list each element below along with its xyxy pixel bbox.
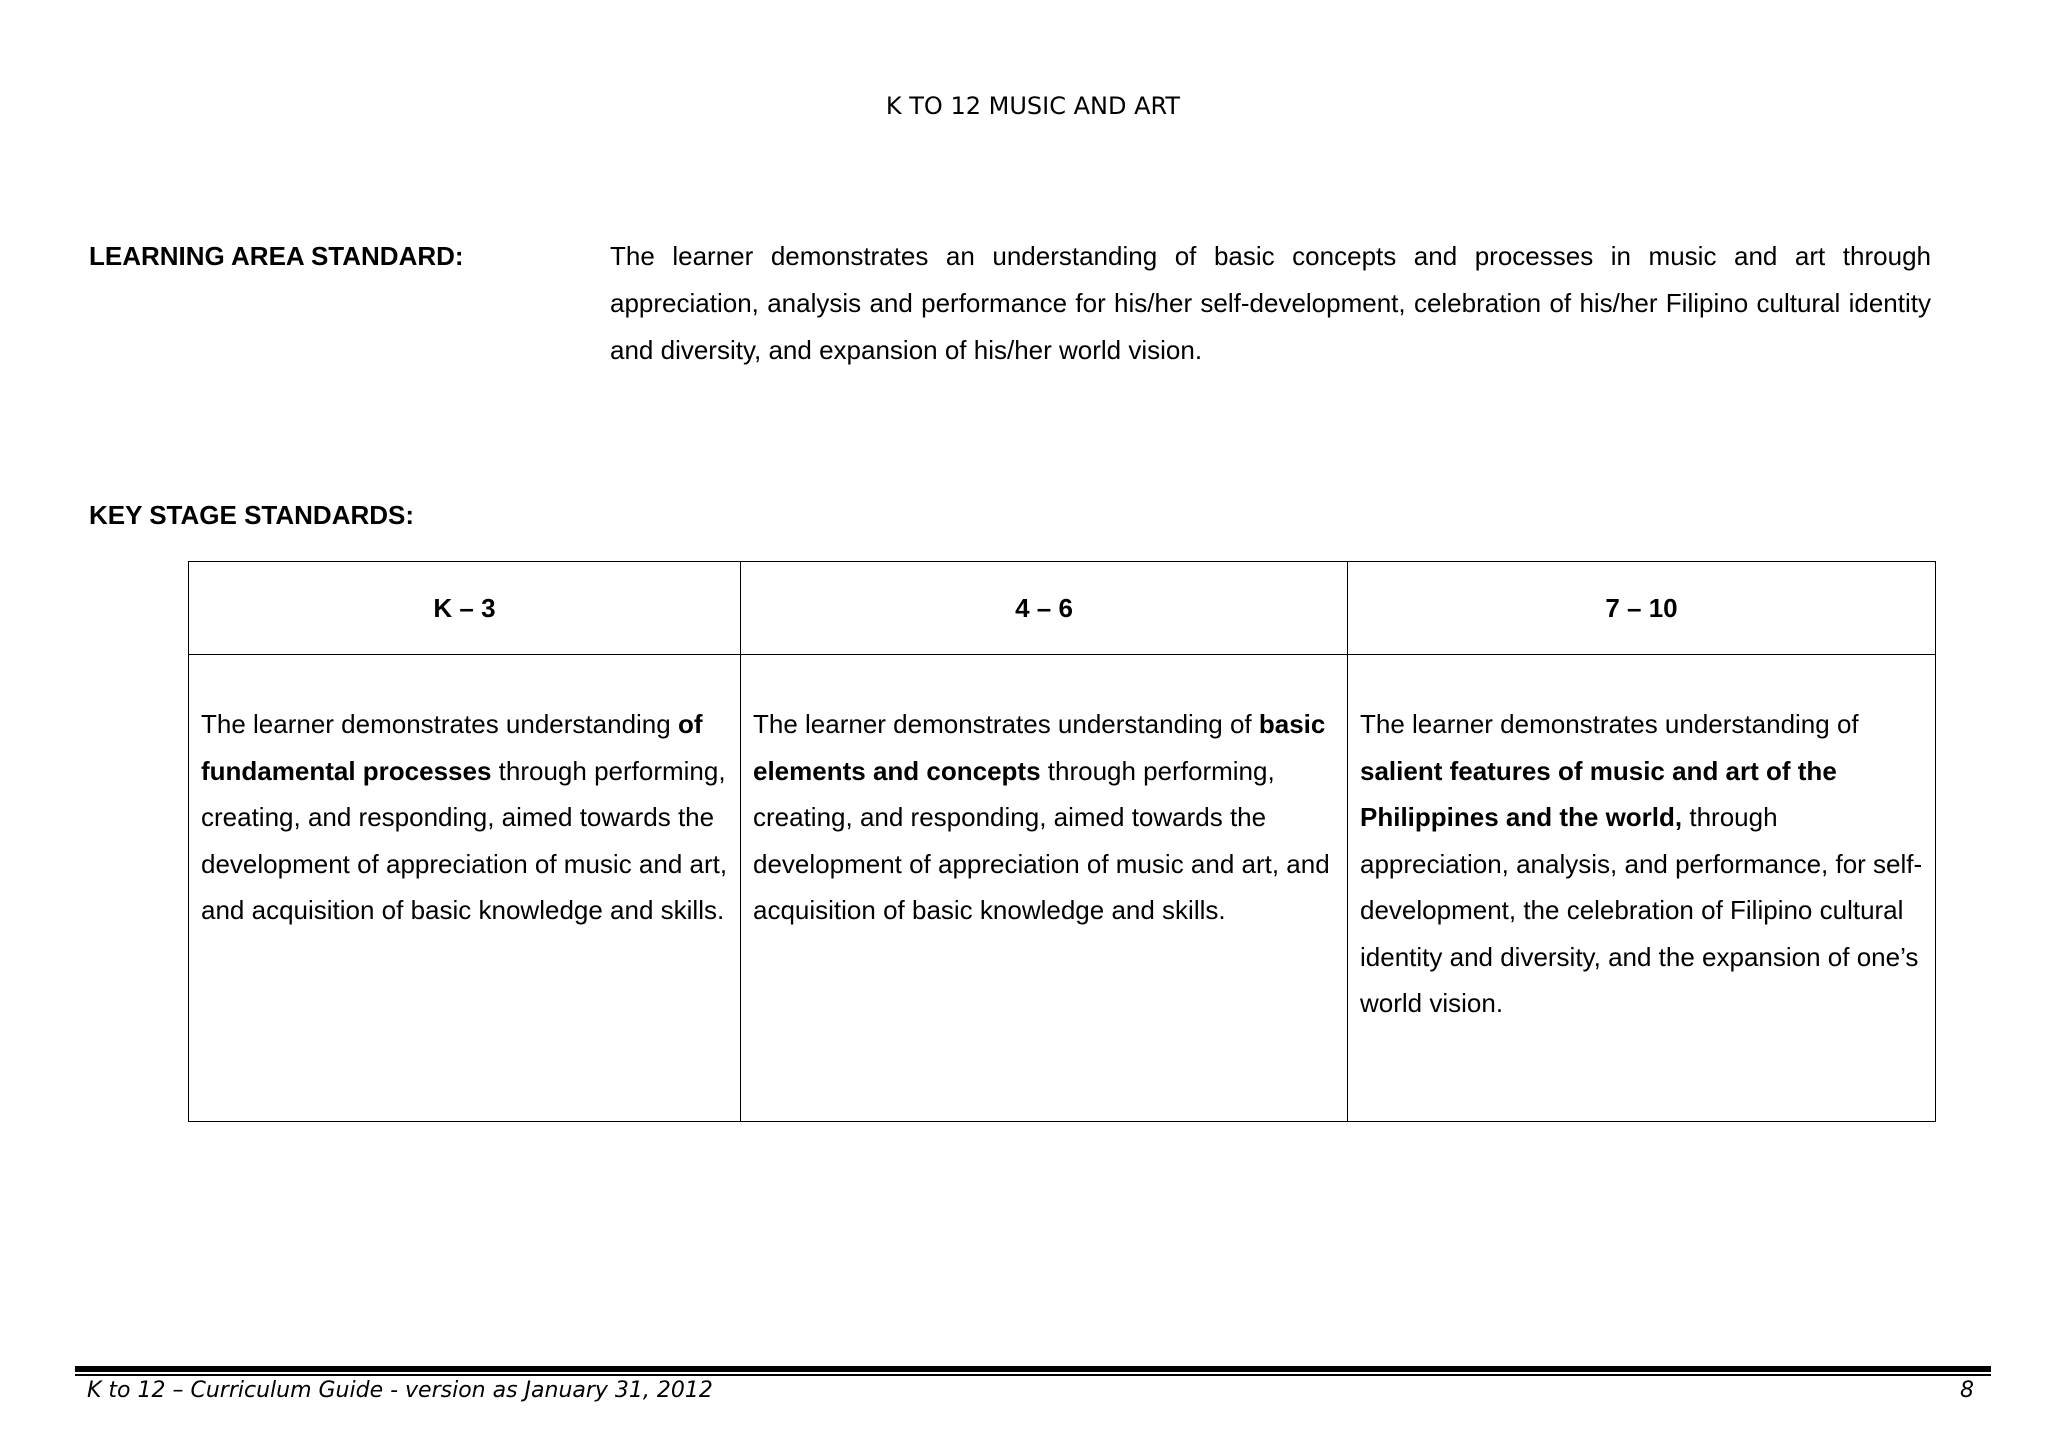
standard-text: The learner demonstrates understanding of [753, 709, 1259, 739]
standard-cell-7-10 [1348, 655, 1936, 1122]
footer-divider-thin [75, 1374, 1991, 1376]
page-number: 8 [1960, 1378, 1974, 1403]
standard-text: through performing, creating, and responding, aimed towards the development of appreciation of music and art, and acquisition of basic knowledge and skills. [201, 755, 728, 925]
footer-version-text: K to 12 – Curriculum Guide - version as January 31, 2012 [87, 1378, 713, 1403]
standard-text: The learner demonstrates understanding [201, 709, 678, 739]
column-heading-7-10: 7 – 10 [1348, 562, 1936, 655]
learning-area-standard-text: The learner demonstrates an understanding of basic concepts and processes in music and art through appreciation, analysis and performance for his/her self-development, celebration of his/her Filipino cultural identity and diversity, and expansion of his/her world vision. [610, 241, 1931, 365]
standard-text: through performing, creating, and responding, aimed towards the development of appreciation of music and art, and acquisition of basic knowledge and skills. [753, 755, 1330, 925]
standard-cell-k-3 [189, 655, 741, 1122]
learning-area-standard-label: LEARNING AREA STANDARD: [89, 241, 464, 271]
table-row [189, 655, 1936, 1122]
standard-cell-4-6 [741, 655, 1348, 1122]
standard-text: through appreciation, analysis, and performance, for self-development, the celebration of Filipino cultural identity and diversity, and the expansion of one’s world vision. [1360, 802, 1923, 1018]
footer-divider-thick [75, 1366, 1991, 1372]
key-stage-standards-table [188, 561, 1936, 1122]
standard-text: The learner demonstrates understanding of [1360, 709, 1859, 739]
standard-bold-text: basic elements and concepts [753, 709, 1326, 786]
standard-bold-text: of fundamental processes [201, 709, 703, 786]
table-header-row [189, 562, 1936, 655]
column-heading-k-3: K – 3 [189, 562, 741, 655]
page-header-title: K TO 12 MUSIC AND ART [885, 92, 1181, 120]
column-heading-4-6: 4 – 6 [741, 562, 1348, 655]
standard-bold-text: salient features of music and art of the Philippines and the world, [1360, 755, 1837, 832]
key-stage-standards-label: KEY STAGE STANDARDS: [89, 500, 415, 530]
